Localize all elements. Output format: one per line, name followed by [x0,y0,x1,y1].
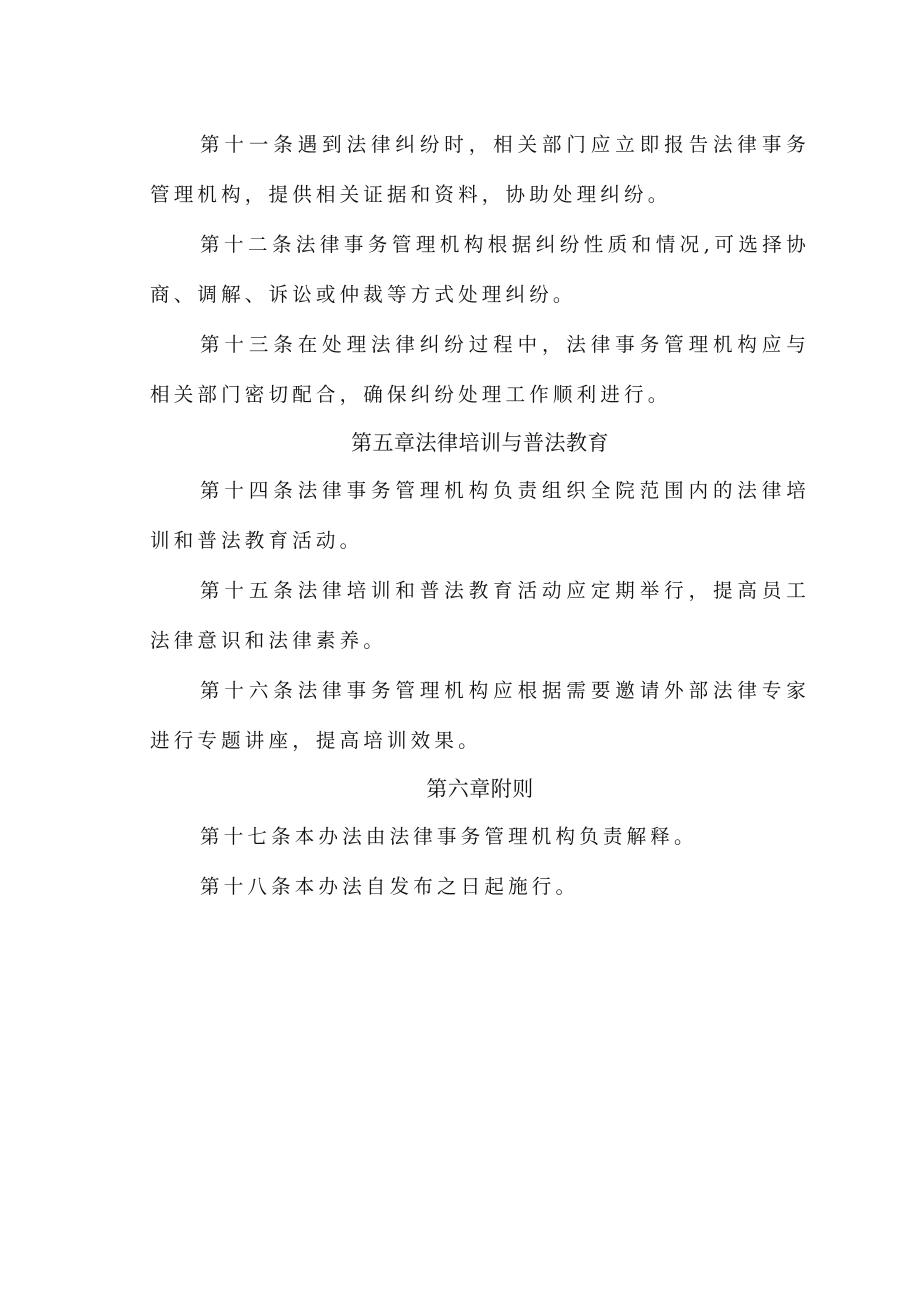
chapter-6-heading: 第六章附则 [426,777,534,801]
article-14: 第十四条法律事务管理机构负责组织全院范围内的法律培训和普法教育活动。 [150,479,810,552]
article-17: 第十七条本办法由法律事务管理机构负责解释。 [200,825,698,848]
article-16: 第十六条法律事务管理机构应根据需要邀请外部法律专家进行专题讲座，提高培训效果。 [150,679,810,752]
article-15: 第十五条法律培训和普法教育活动应定期举行，提高员工法律意识和法律素养。 [150,579,810,652]
article-18: 第十八条本办法自发布之日起施行。 [200,875,580,898]
document-body [150,120,810,912]
article-12: 第十二条法律事务管理机构根据纠纷性质和情况,可选择协商、调解、诉讼或仲裁等方式处理纠纷。 [150,233,810,306]
article-13: 第十三条在处理法律纠纷过程中，法律事务管理机构应与相关部门密切配合，确保纠纷处理工作顺利进行。 [150,333,810,406]
article-11: 第十一条遇到法律纠纷时，相关部门应立即报告法律事务管理机构，提供相关证据和资料，协助处理纠纷。 [150,133,810,206]
chapter-5-heading: 第五章法律培训与普法教育 [351,431,609,455]
